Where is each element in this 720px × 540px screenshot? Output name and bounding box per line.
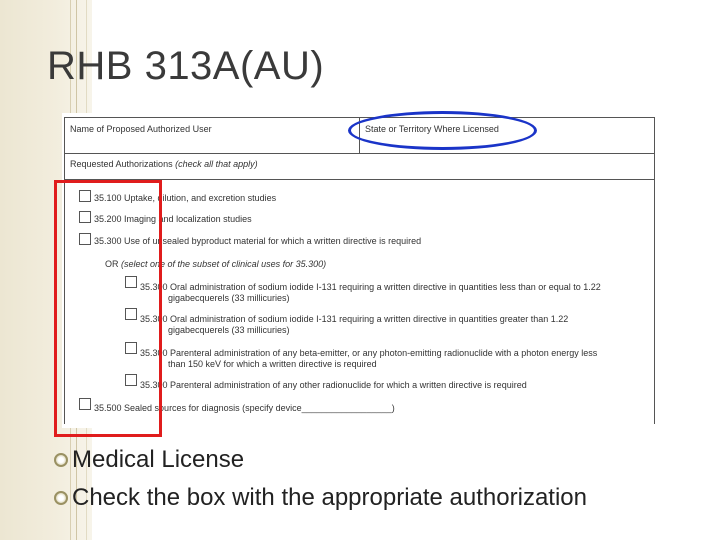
option-line: 35.200 Imaging and localization studies	[94, 214, 252, 224]
bullet-icon	[54, 453, 68, 467]
state-field-highlight-ellipse	[348, 111, 537, 150]
option-line: 35.300 Oral administration of sodium iodide I-131 requiring a written directive in quantities less than or equal to 1.22	[140, 282, 601, 292]
option-line: than 150 keV for which a written directive is required	[168, 359, 377, 369]
checkbox-column-highlight	[54, 180, 162, 437]
requested-authorizations-text: Requested Authorizations	[70, 159, 173, 169]
option-line: gigabecquerels (33 millicuries)	[168, 325, 290, 335]
option-line: 35.500 Sealed sources for diagnosis (specify device__________________)	[94, 403, 395, 413]
requested-authorizations-note: (check all that apply)	[175, 159, 258, 169]
or-prefix: OR	[105, 259, 119, 269]
bullet-text: Medical License	[72, 446, 245, 473]
form-rule	[654, 117, 655, 424]
option-line: 35.300 Parenteral administration of any beta-emitter, or any photon-emitting radionuclide with a photon energy less	[140, 348, 598, 358]
option-line: 35.300 Use of unsealed byproduct material for which a written directive is required	[94, 236, 422, 246]
requested-authorizations-label	[70, 159, 258, 169]
bullet-item	[54, 484, 587, 512]
slide-title: RHB 313A(AU)	[47, 44, 325, 88]
bullet-icon	[54, 491, 68, 505]
bullet-text: Check the box with the appropriate authorization	[72, 484, 587, 511]
or-note: (select one of the subset of clinical uses for 35.300)	[121, 259, 327, 269]
authorized-user-name-label: Name of Proposed Authorized User	[70, 124, 212, 134]
authorization-option-label	[140, 314, 568, 336]
option-line: gigabecquerels (33 millicuries)	[168, 293, 290, 303]
authorization-option-label	[140, 380, 527, 391]
state-licensed-label: State or Territory Where Licensed	[365, 124, 499, 134]
form-rule	[64, 153, 654, 154]
authorization-option-label	[140, 348, 597, 370]
option-line: 35.300 Parenteral administration of any other radionuclide for which a written directive is required	[140, 380, 527, 390]
option-line: 35.300 Oral administration of sodium iodide I-131 requiring a written directive in quantities greater than 1.22	[140, 314, 569, 324]
authorization-option-label	[140, 282, 601, 304]
option-line: 35.100 Uptake, dilution, and excretion studies	[94, 193, 277, 203]
bullet-item	[54, 446, 244, 474]
